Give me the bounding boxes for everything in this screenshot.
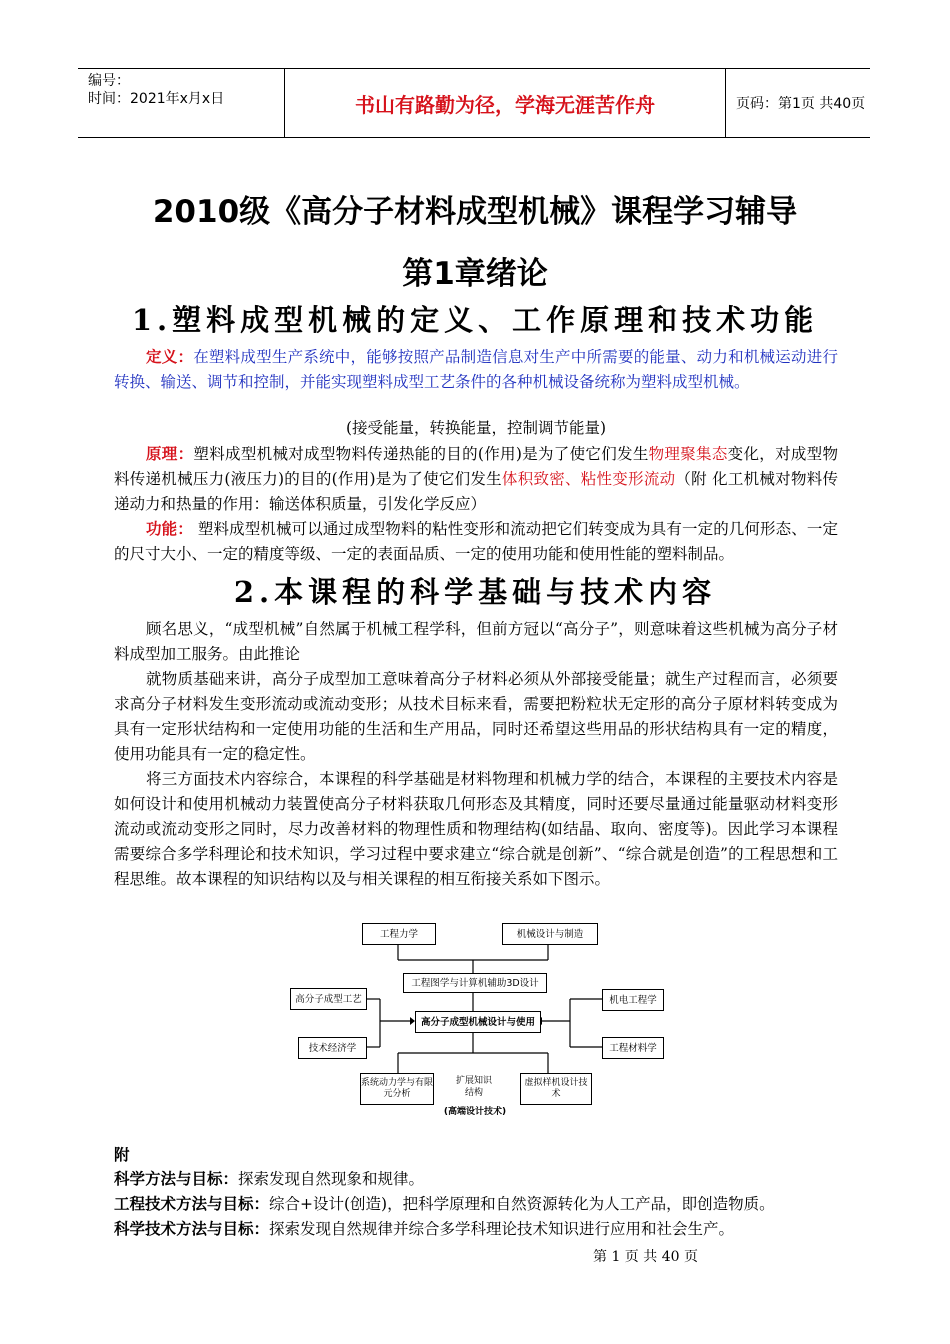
box-engineering-drawing: 工程图学与计算机辅助3D设计 xyxy=(403,973,547,993)
appendix-item-label: 工程技术方法与目标： xyxy=(114,1194,270,1213)
definition-label: 定义： xyxy=(146,347,194,366)
header-page-info: 页码：第1页 共40页 xyxy=(736,96,866,112)
extended-knowledge-label: 扩展知识结构 xyxy=(455,1076,492,1098)
appendix-item-text: 综合+设计(创造)，把科学原理和自然资源转化为人工产品，即创造物质。 xyxy=(269,1195,775,1213)
function-label: 功能： xyxy=(146,519,193,538)
page-header xyxy=(78,68,870,138)
principle-text-c: （附 化工机械对物料传递动力和热量的作用：输送体积质量，引发化学反应） xyxy=(114,470,838,513)
section-2-heading: 2.本课程的科学基础与技术内容 xyxy=(233,575,717,609)
extended-knowledge-caption: (高端设计技术) xyxy=(443,1107,507,1117)
definition-text: 在塑料成型生产系统中，能够按照产品制造信息对生产中所需要的能量、动力和机械运动进行转换、输送、调节和控制，并能实现塑料成型工艺条件的各种机械设备统称为塑料成型机械。 xyxy=(114,348,838,391)
principle-text-b: 变化，对成型物料传递机械压力(液压力)的目的(作用)是为了使它们发生 xyxy=(114,445,838,488)
doc-code-label: 编号： xyxy=(88,73,130,89)
energy-note: (接受能量，转换能量，控制调节能量) xyxy=(345,419,607,437)
principle-paragraph xyxy=(114,441,838,517)
appendix-item-text: 探索发现自然现象和规律。 xyxy=(238,1170,425,1188)
box-mechanical-design: 机械设计与制造 xyxy=(502,923,598,945)
page-footer: 第 1 页 共 40 页 xyxy=(593,1249,698,1265)
appendix-item xyxy=(114,1166,838,1192)
document-title: 2010级《高分子材料成型机械》课程学习辅导 xyxy=(152,194,798,230)
box-system-dynamics: 系统动力学与有限元分析 xyxy=(360,1073,434,1105)
function-paragraph xyxy=(114,516,838,567)
box-electromechanical: 机电工程学 xyxy=(602,989,664,1011)
principle-text-a: 塑料成型机械对成型物料传递热能的目的(作用)是为了使它们发生 xyxy=(193,445,649,463)
box-engineering-materials: 工程材料学 xyxy=(602,1037,664,1059)
section-1-heading: 1.塑料成型机械的定义、工作原理和技术功能 xyxy=(131,303,819,337)
appendix-item-label: 科学方法与目标： xyxy=(114,1169,239,1188)
section-2-paragraph-3: 将三方面技术内容综合，本课程的科学基础是材料物理和机械力学的结合，本课程的主要技术内容是如何设计和使用机械动力装置使高分子材料获取几何形态及其精度，同时还要尽量通过能量驱动材料变形流动或流动变形之同时，尽力改善材料的物理性质和物理结构(如结晶、取向、密度等)。因此学习本课程需要综合多学科理论和技术知识，学习过程中要求建立“综合就是创新”、“综合就是创造”的工程思想和工程思维。故本课程的知识结构以及与相关课程的相互衔接关系如下图示。 xyxy=(114,770,838,888)
header-motto: 书山有路勤为径，学海无涯苦作舟 xyxy=(284,69,726,137)
knowledge-structure-diagram xyxy=(280,915,670,1120)
principle-highlight-1: 物理聚集态 xyxy=(648,445,728,463)
chapter-title: 第1章绪论 xyxy=(402,256,548,292)
appendix-item xyxy=(114,1216,838,1242)
appendix-item xyxy=(114,1191,838,1217)
principle-highlight-2: 体积致密、粘性变形流动 xyxy=(501,470,676,488)
doc-time-label: 时间：2021年x月x日 xyxy=(88,91,225,107)
box-virtual-prototype: 虚拟样机设计技术 xyxy=(520,1073,592,1105)
box-course-center: 高分子成型机械设计与使用 xyxy=(415,1011,541,1033)
box-polymer-processing: 高分子成型工艺 xyxy=(290,988,367,1010)
appendix-title: 附 xyxy=(114,1145,130,1164)
header-meta xyxy=(88,72,278,108)
section-2-paragraph-1: 顾名思义，“成型机械”自然属于机械工程学科，但前方冠以“高分子”，则意味着这些机械为高分子材料成型加工服务。由此推论 xyxy=(114,620,838,663)
function-text: 塑料成型机械可以通过成型物料的粘性变形和流动把它们转变成为具有一定的几何形态、一定的尺寸大小、一定的精度等级、一定的表面品质、一定的使用功能和使用性能的塑料制品。 xyxy=(114,520,838,563)
box-technical-economics: 技术经济学 xyxy=(298,1037,367,1059)
box-engineering-mechanics: 工程力学 xyxy=(362,923,436,945)
definition-paragraph xyxy=(114,344,838,395)
section-2-paragraph-2: 就物质基础来讲，高分子成型加工意味着高分子材料必须从外部接受能量；就生产过程而言，必须要求高分子材料发生变形流动或流动变形；从技术目标来看，需要把粉粒状无定形的高分子原材料转变成为具有一定形状结构和一定使用功能的生活和生产用品，同时还希望这些用品的形状结构具有一定的精度，使用功能具有一定的稳定性。 xyxy=(114,670,838,763)
appendix-item-text: 探索发现自然规律并综合多学科理论技术知识进行应用和社会生产。 xyxy=(269,1220,735,1238)
principle-label: 原理： xyxy=(146,444,194,463)
appendix-item-label: 科学技术方法与目标： xyxy=(114,1219,270,1238)
